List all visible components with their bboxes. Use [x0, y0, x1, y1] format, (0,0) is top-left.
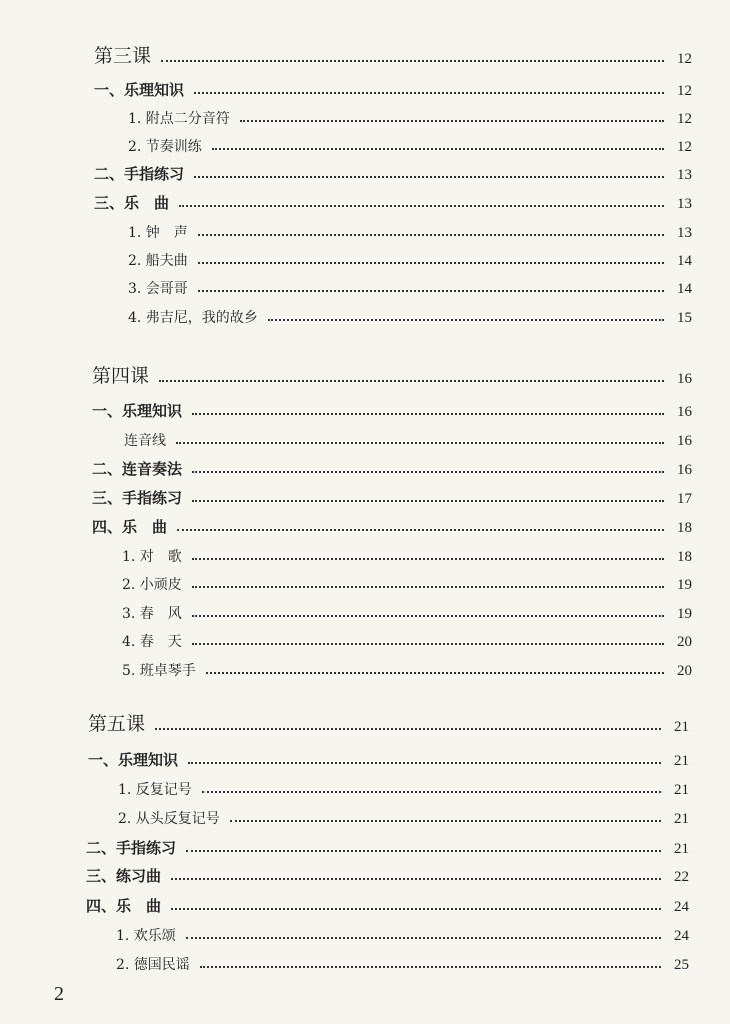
- toc-entry-item: [128, 132, 692, 156]
- toc-entry-page: 17: [677, 491, 692, 507]
- toc-entry-item: [122, 570, 692, 594]
- toc-entry-section: [92, 513, 692, 537]
- leader-dots: [155, 728, 661, 730]
- toc-entry-page: 20: [677, 634, 692, 650]
- leader-dots: [202, 791, 661, 793]
- toc-entry-title: 1. 附点二分音符: [128, 111, 230, 127]
- toc-entry-page: 14: [677, 281, 692, 297]
- toc-entry-section: [88, 746, 689, 770]
- toc-entry-page: 15: [677, 310, 692, 326]
- leader-dots: [194, 176, 664, 178]
- leader-dots: [192, 615, 664, 617]
- toc-entry-title: 1. 对 歌: [122, 549, 182, 565]
- toc-entry-page: 21: [674, 811, 689, 827]
- leader-dots: [192, 643, 664, 645]
- leader-dots: [192, 471, 664, 473]
- toc-entry-page: 21: [674, 719, 689, 735]
- leader-dots: [198, 262, 664, 264]
- toc-entry-page: 12: [677, 111, 692, 127]
- toc-entry-title: 3. 春 风: [122, 606, 182, 622]
- toc-entry-page: 19: [677, 606, 692, 622]
- toc-entry-page: 13: [677, 167, 692, 183]
- toc-entry-page: 19: [677, 577, 692, 593]
- toc-entry-title: 连音线: [124, 433, 166, 449]
- toc-entry-title: 二、手指练习: [86, 839, 177, 857]
- toc-entry-title: 3. 会哥哥: [128, 281, 188, 297]
- leader-dots: [198, 290, 664, 292]
- toc-entry-page: 12: [677, 51, 692, 67]
- toc-entry-section: [86, 834, 689, 858]
- toc-entry-title: 1. 反复记号: [118, 782, 192, 798]
- toc-entry-page: 18: [677, 549, 692, 565]
- toc-entry-title: 5. 班卓琴手: [122, 663, 196, 679]
- toc-entry-section: [92, 484, 692, 508]
- toc-entry-title: 2. 从头反复记号: [118, 811, 220, 827]
- toc-entry-title: 2. 小顽皮: [122, 577, 182, 593]
- toc-entry-title: 三、练习曲: [86, 867, 162, 885]
- toc-entry-page: 22: [674, 869, 689, 885]
- toc-entry-page: 21: [674, 753, 689, 769]
- leader-dots: [192, 413, 664, 415]
- toc-entry-page: 16: [677, 433, 692, 449]
- toc-entry-page: 21: [674, 782, 689, 798]
- toc-entry-title: 一、乐理知识: [92, 402, 183, 420]
- toc-entry-title: 2. 船夫曲: [128, 253, 188, 269]
- toc-entry-lesson-3: [94, 44, 692, 68]
- toc-entry-item: [116, 921, 689, 945]
- toc-entry-item: [128, 104, 692, 128]
- page-number: 2: [54, 983, 64, 1005]
- toc-entry-title: 二、手指练习: [94, 165, 185, 183]
- toc-entry-section: [94, 189, 692, 213]
- toc-entry-page: 24: [674, 928, 689, 944]
- toc-entry-item: [118, 804, 689, 828]
- toc-entry-section: [94, 76, 692, 100]
- toc-entry-item: [118, 775, 689, 799]
- toc-entry-title: 四、乐 曲: [92, 518, 168, 536]
- leader-dots: [192, 586, 664, 588]
- toc-entry-page: 25: [674, 957, 689, 973]
- toc-entry-lesson-4: [92, 364, 692, 388]
- toc-entry-page: 13: [677, 225, 692, 241]
- toc-entry-section: [92, 455, 692, 479]
- toc-entry-section: [94, 160, 692, 184]
- toc-entry-page: 13: [677, 196, 692, 212]
- toc-entry-title: 第四课: [92, 365, 150, 387]
- toc-entry-page: 12: [677, 139, 692, 155]
- toc-entry-item: [122, 656, 692, 680]
- toc-entry-section: [86, 862, 689, 886]
- leader-dots: [268, 319, 664, 321]
- leader-dots: [177, 529, 664, 531]
- toc-entry-page: 16: [677, 404, 692, 420]
- toc-entry-item: [122, 627, 692, 651]
- leader-dots: [171, 908, 661, 910]
- toc-entry-section: [86, 892, 689, 916]
- toc-entry-item: [116, 950, 689, 974]
- leader-dots: [206, 672, 664, 674]
- toc-entry-title: 4. 春 天: [122, 634, 182, 650]
- leader-dots: [179, 205, 664, 207]
- toc-entry-item: [128, 274, 692, 298]
- toc-entry-item: [122, 542, 692, 566]
- toc-entry-page: 20: [677, 663, 692, 679]
- toc-entry-title: 1. 钟 声: [128, 225, 188, 241]
- toc-entry-item: [128, 218, 692, 242]
- toc-entry-title: 二、连音奏法: [92, 460, 183, 478]
- toc-entry-page: 12: [677, 83, 692, 99]
- toc-entry-item: [128, 246, 692, 270]
- toc-entry-item: [128, 303, 692, 327]
- toc-entry-title: 四、乐 曲: [86, 897, 162, 915]
- toc-entry-title: 三、手指练习: [92, 489, 183, 507]
- toc-entry-page: 16: [677, 462, 692, 478]
- toc-entry-title: 1. 欢乐颂: [116, 928, 176, 944]
- toc-entry-page: 18: [677, 520, 692, 536]
- leader-dots: [186, 937, 661, 939]
- leader-dots: [192, 558, 664, 560]
- leader-dots: [240, 120, 664, 122]
- toc-entry-section: [92, 397, 692, 421]
- leader-dots: [198, 234, 664, 236]
- leader-dots: [176, 442, 664, 444]
- leader-dots: [161, 60, 664, 62]
- toc-entry-title: 2. 德国民谣: [116, 957, 190, 973]
- leader-dots: [186, 850, 661, 852]
- toc-entry-page: 14: [677, 253, 692, 269]
- toc-entry-title: 2. 节奏训练: [128, 139, 202, 155]
- leader-dots: [192, 500, 664, 502]
- toc-entry-title: 一、乐理知识: [88, 751, 179, 769]
- leader-dots: [194, 92, 664, 94]
- leader-dots: [171, 878, 661, 880]
- toc-entry-title: 一、乐理知识: [94, 81, 185, 99]
- toc-entry-title: 4. 弗吉尼，我的故乡: [128, 310, 258, 326]
- toc-entry-page: 21: [674, 841, 689, 857]
- leader-dots: [200, 966, 661, 968]
- leader-dots: [188, 762, 661, 764]
- toc-entry-page: 24: [674, 899, 689, 915]
- leader-dots: [212, 148, 664, 150]
- leader-dots: [159, 380, 664, 382]
- toc-entry-item: [124, 426, 692, 450]
- toc-entry-lesson-5: [88, 712, 689, 736]
- toc-entry-page: 16: [677, 371, 692, 387]
- toc-entry-title: 第三课: [94, 45, 152, 67]
- toc-entry-title: 三、乐 曲: [94, 194, 170, 212]
- toc-entry-item: [122, 599, 692, 623]
- leader-dots: [230, 820, 661, 822]
- toc-entry-title: 第五课: [88, 713, 146, 735]
